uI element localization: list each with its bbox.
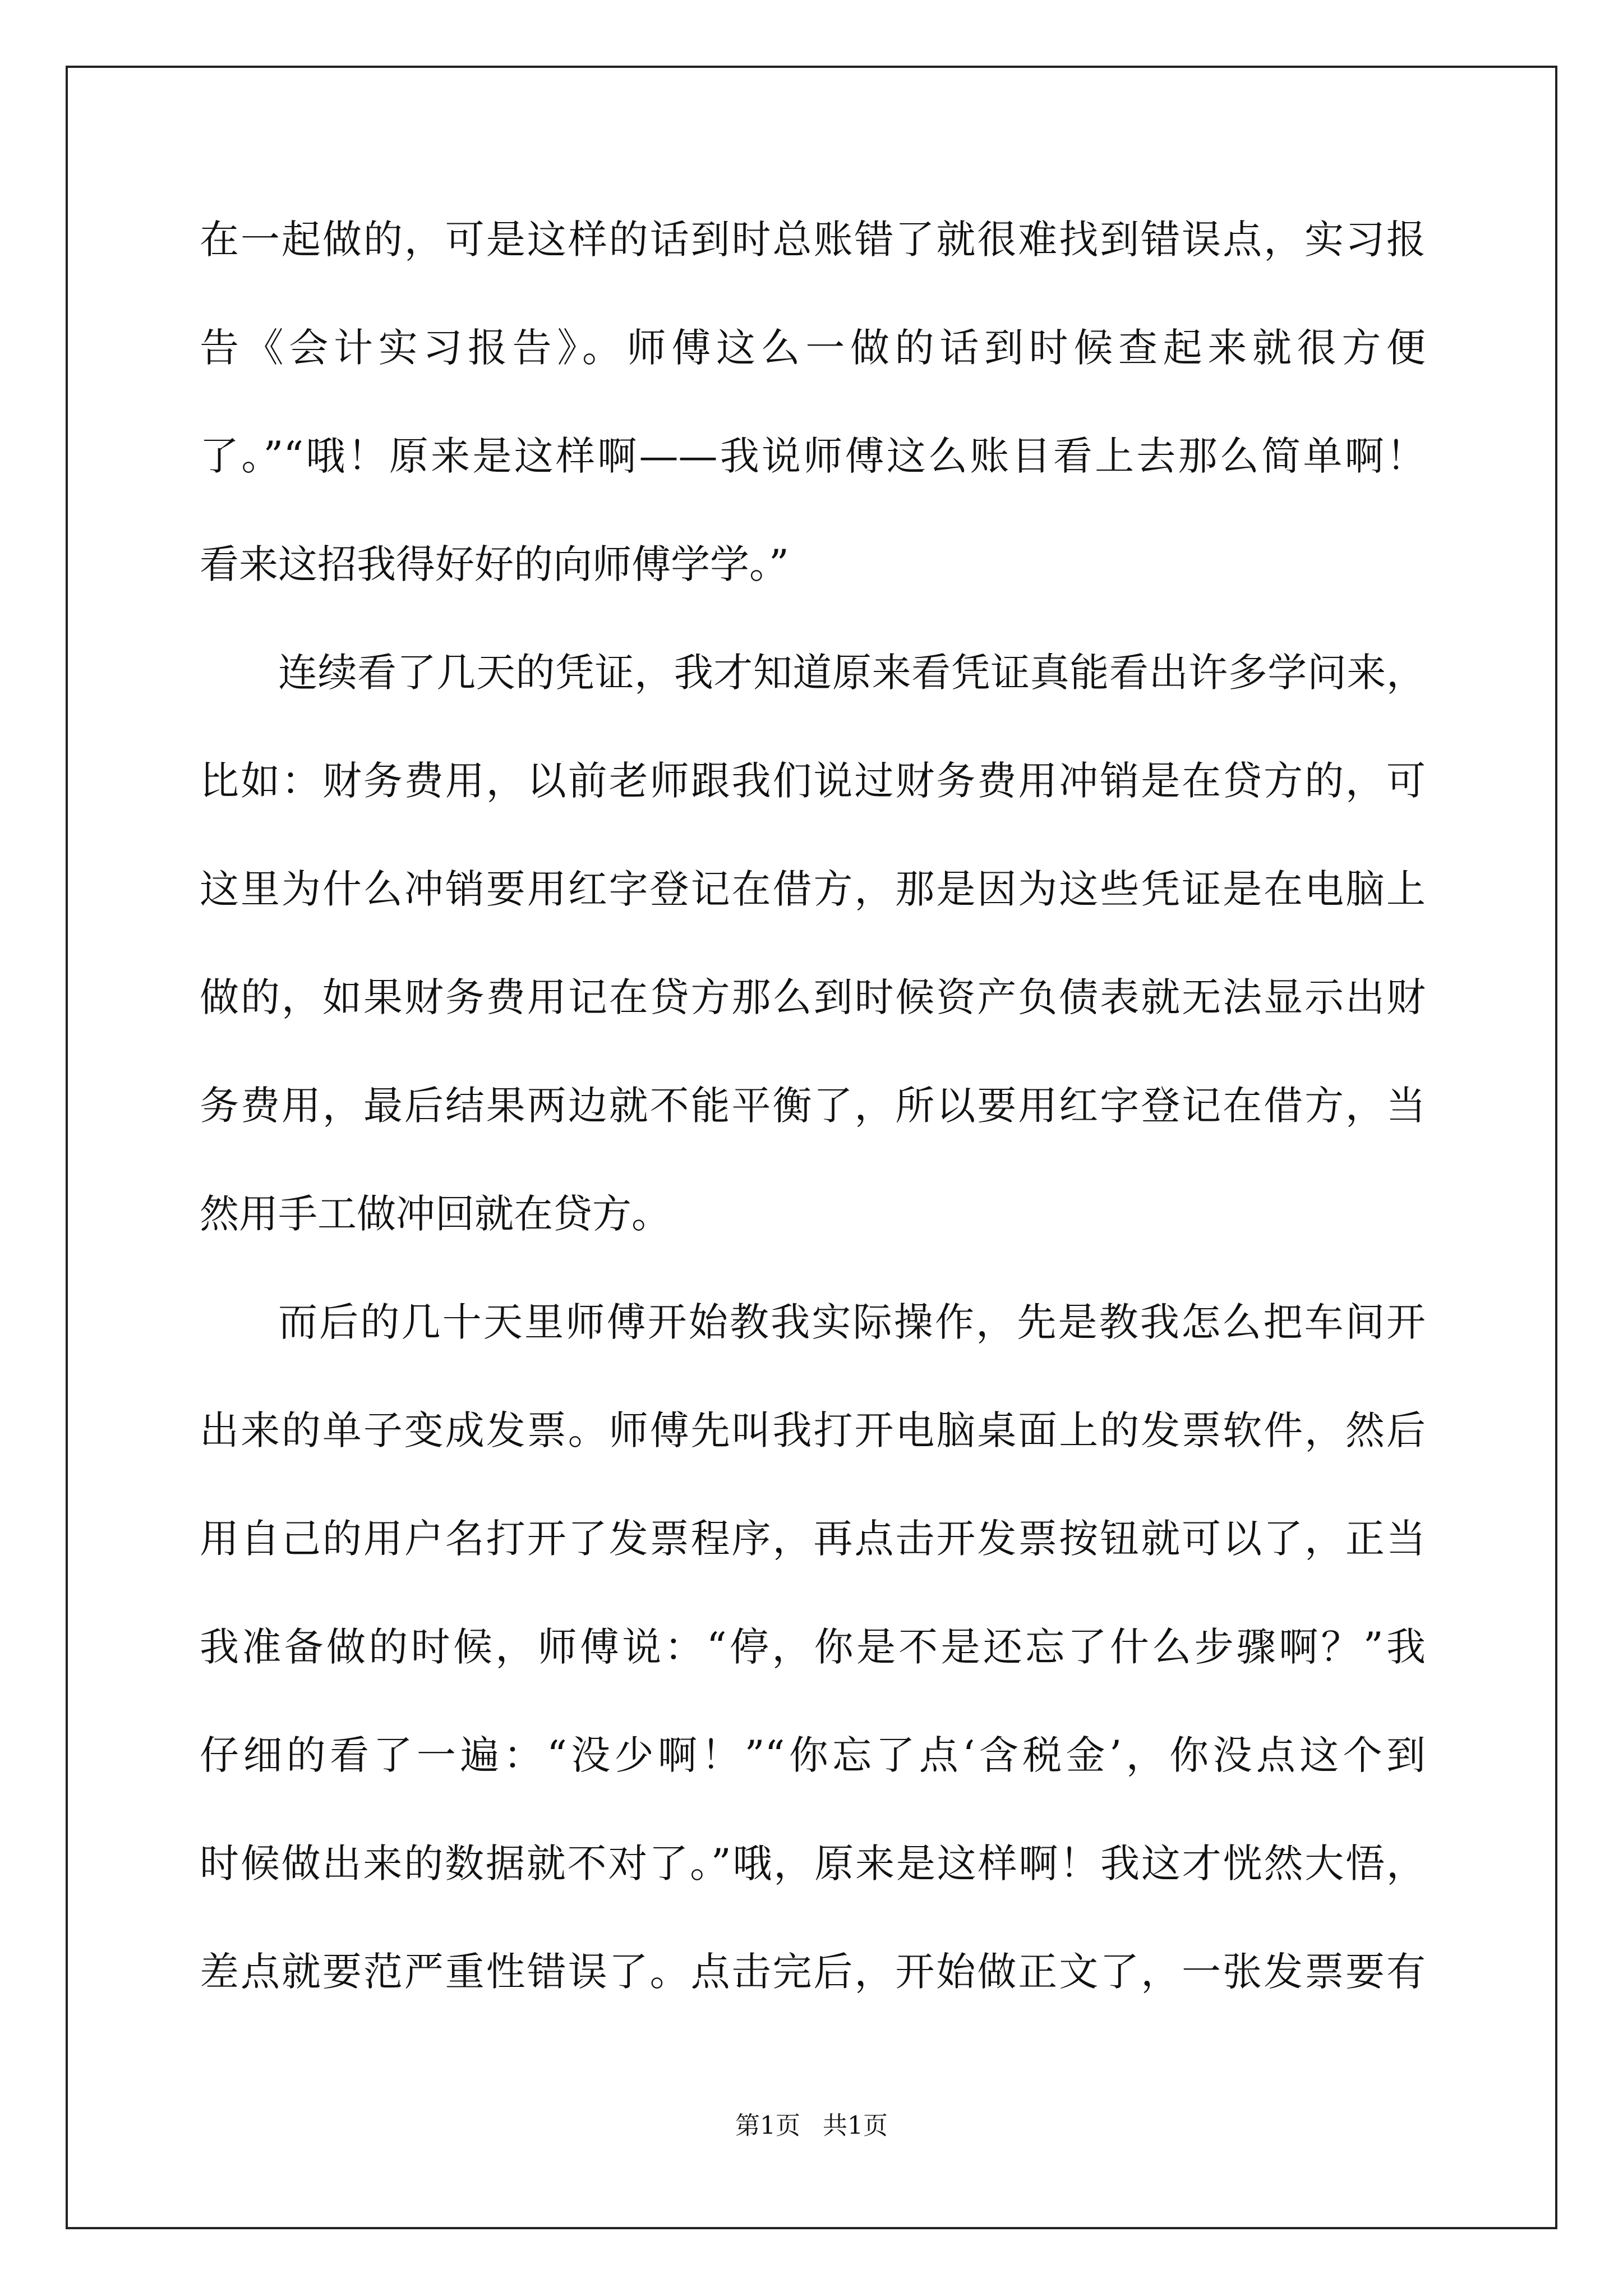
paragraph-3 [200,1299,1426,2060]
text-line: 做的，如果财务费用记在贷方那么到时候资产负债表就无法显示出财 [200,974,1426,1020]
text-line: 连续看了几天的凭证，我才知道原来看凭证真能看出许多学问来， [278,650,1426,696]
text-line: 然用手工做冲回就在贷方。 [200,1191,671,1237]
paragraph-2 [200,650,1426,1303]
text-line: 了。”“哦！原来是这样啊——我说师傅这么账目看上去那么简单啊！ [200,433,1426,479]
text-line: 在一起做的，可是这样的话到时总账错了就很难找到错误点，实习报 [200,217,1426,263]
text-line: 比如：财务费用，以前老师跟我们说过财务费用冲销是在贷方的，可 [200,758,1426,804]
page-footer [0,2111,1623,2140]
text-line: 而后的几十天里师傅开始教我实际操作，先是教我怎么把车间开 [278,1299,1426,1345]
text-line: 务费用，最后结果两边就不能平衡了，所以要用红字登记在借方，当 [200,1083,1426,1129]
text-line: 出来的单子变成发票。师傅先叫我打开电脑桌面上的发票软件，然后 [200,1407,1426,1453]
page-count: 共1页 [823,2111,888,2140]
text-line: 看来这招我得好好的向师傅学学。” [200,541,789,587]
text-line: 时候做出来的数据就不对了。”哦，原来是这样啊！我这才恍然大悟， [200,1841,1426,1887]
page-number: 第1页 [735,2111,800,2140]
text-line: 差点就要范严重性错误了。点击完后，开始做正文了，一张发票要有 [200,1949,1426,1995]
text-line: 仔细的看了一遍：“没少啊！”“你忘了点‘含税金’，你没点这个到 [200,1732,1426,1778]
document-body [200,217,1426,2060]
text-line: 用自己的用户名打开了发票程序，再点击开发票按钮就可以了，正当 [200,1516,1426,1562]
text-line: 告《会计实习报告》。师傅这么一做的话到时候查起来就很方便 [200,325,1426,371]
paragraph-1 [200,217,1426,653]
text-line: 我准备做的时候，师傅说：“停，你是不是还忘了什么步骤啊？”我 [200,1624,1426,1670]
text-line: 这里为什么冲销要用红字登记在借方，那是因为这些凭证是在电脑上 [200,866,1426,912]
